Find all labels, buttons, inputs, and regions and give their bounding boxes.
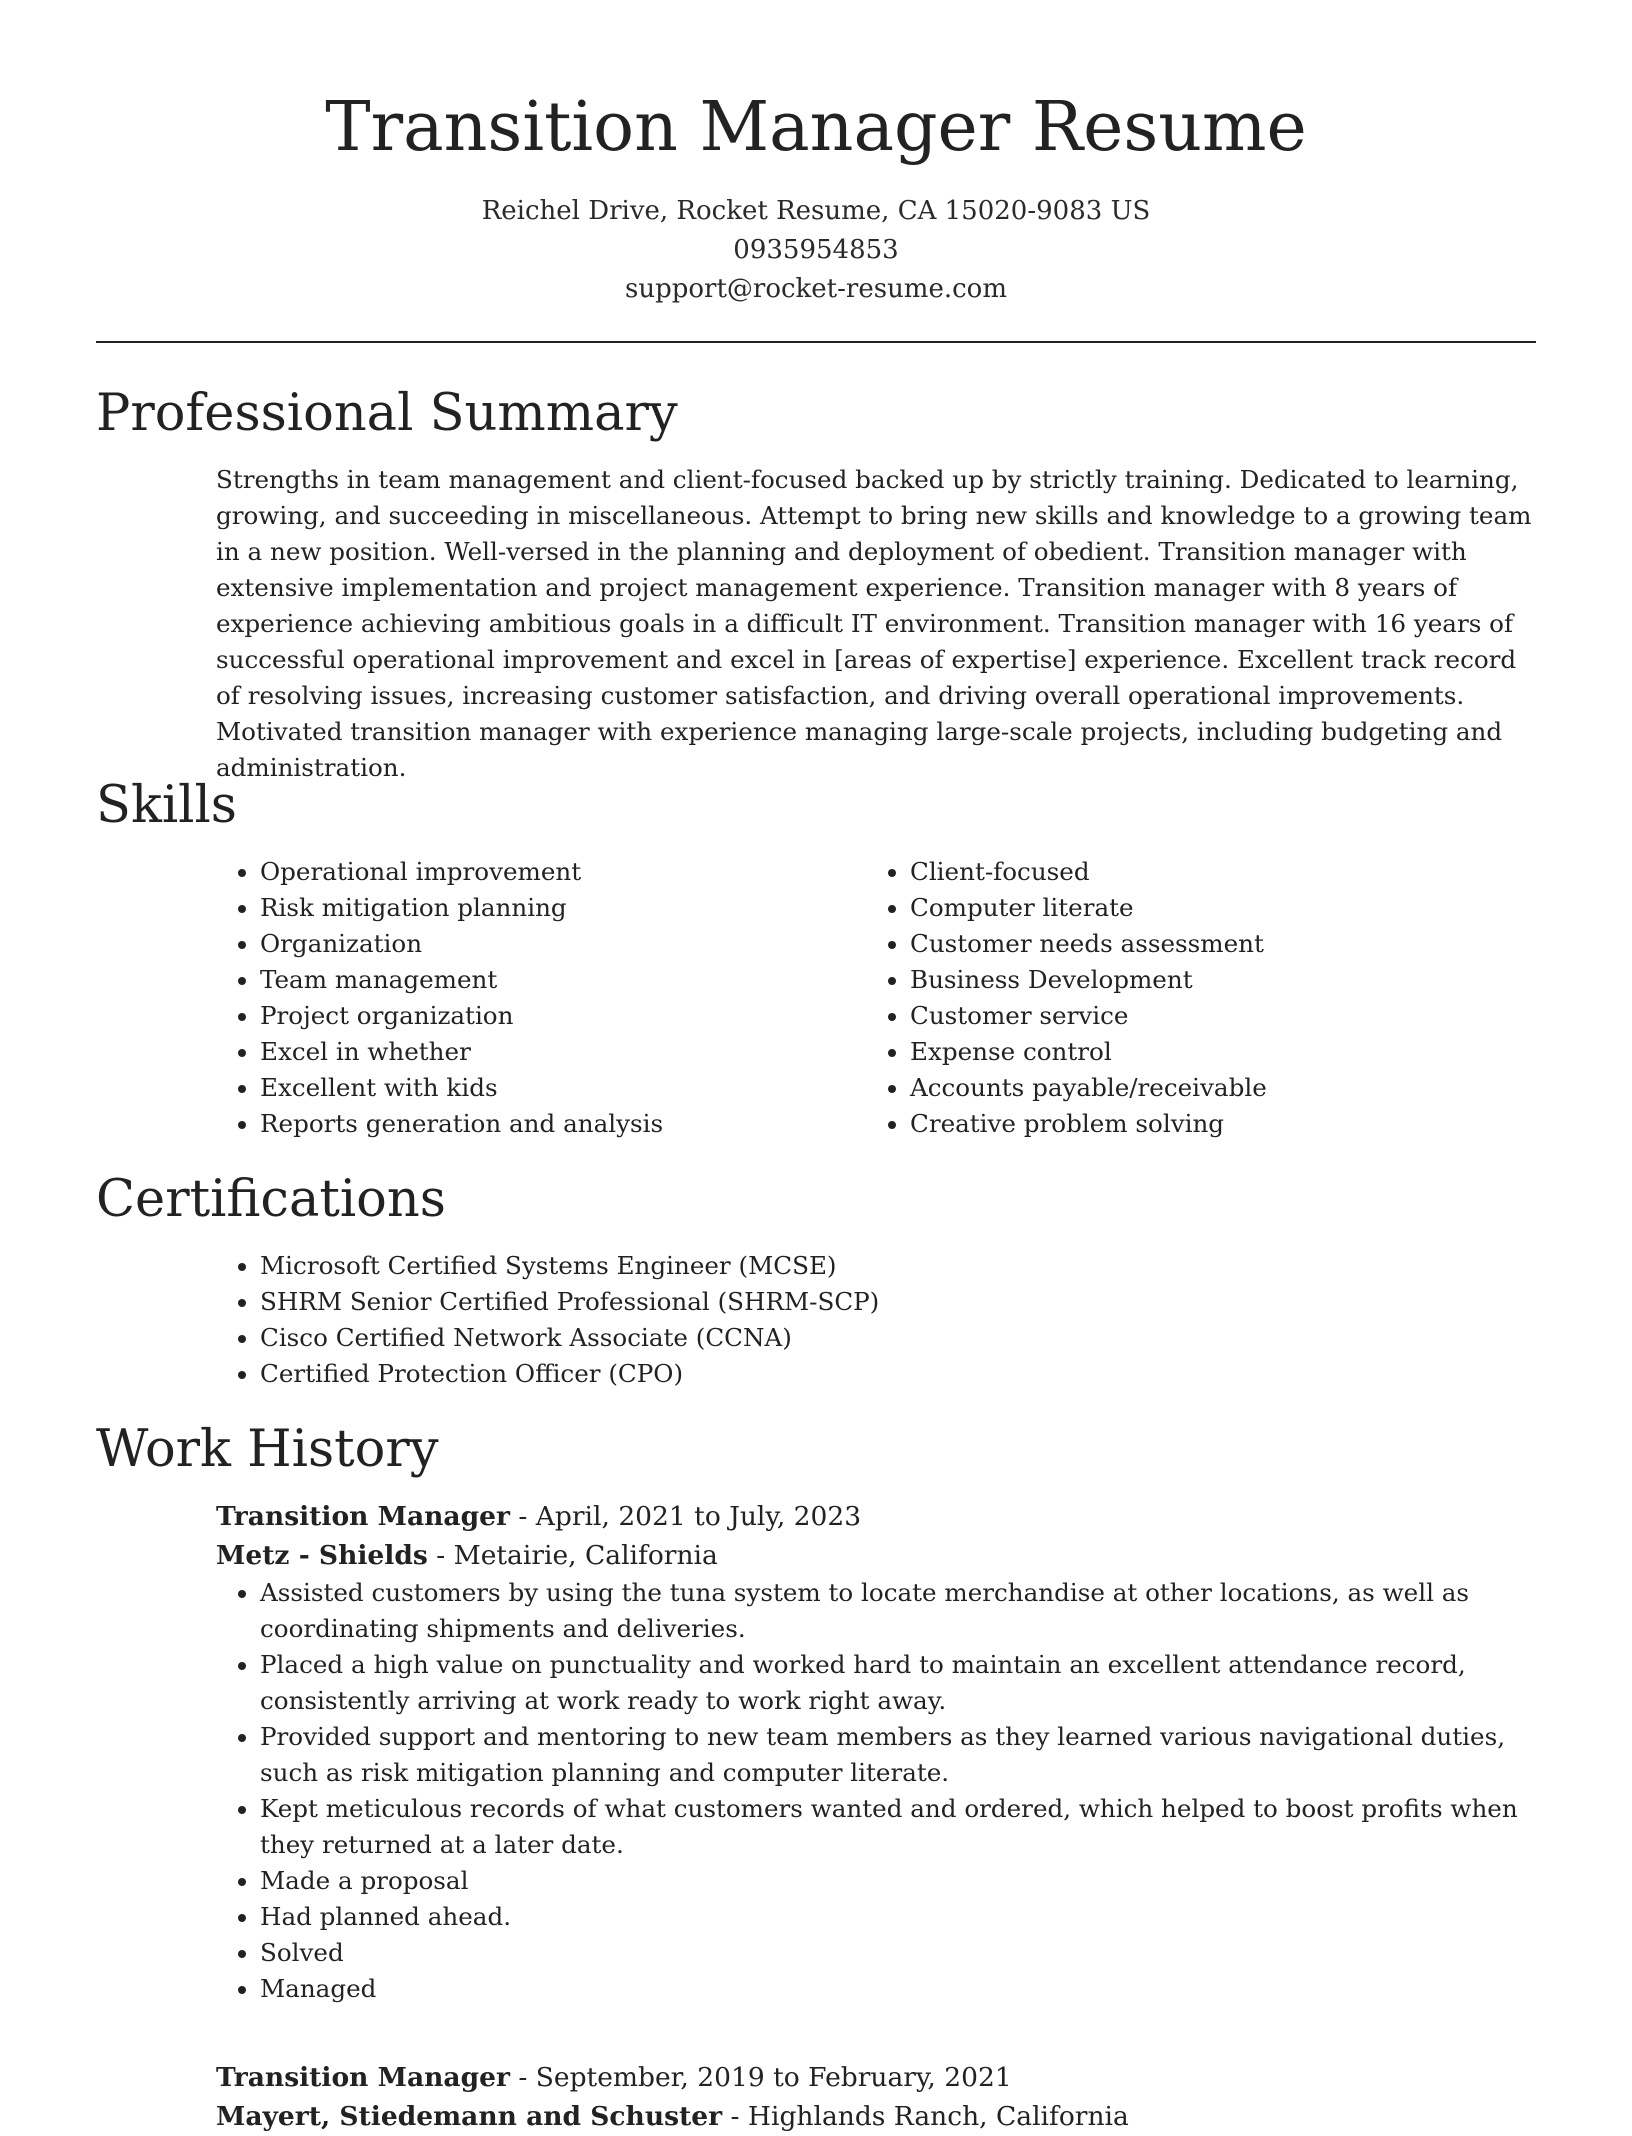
skill-item: • Business Development [910, 962, 1466, 998]
job-company: Metz - Shields [216, 1540, 428, 1571]
work-history-heading: Work History [96, 1420, 439, 1479]
job-company: Mayert, Stiedemann and Schuster [216, 2101, 723, 2132]
job-responsibilities [216, 1575, 1536, 2007]
resume-header [0, 0, 1632, 309]
contact-email: support@rocket-resume.com [624, 274, 1007, 304]
job-bullet: • Provided support and mentoring to new team members as they learned various navigational duties, such as risk mitigation planning and computer literate. [260, 1719, 1536, 1791]
certification-item: • Microsoft Certified Systems Engineer (MCSE) [260, 1248, 1536, 1284]
skill-item: • Client-focused [910, 854, 1466, 890]
contact-block [0, 192, 1632, 309]
job-bullet: • Kept meticulous records of what customers wanted and ordered, which helped to boost profits when they returned at a later date. [260, 1791, 1536, 1863]
skill-item: • Accounts payable/receivable [910, 1070, 1466, 1106]
contact-address: Reichel Drive, Rocket Resume, CA 15020-9083 US [481, 196, 1151, 226]
job-role: Transition Manager [216, 2062, 510, 2093]
job-entry [216, 1497, 1536, 2007]
job-location: - Highlands Ranch, California [722, 2101, 1129, 2132]
skill-item: • Risk mitigation planning [260, 890, 816, 926]
skill-item: • Organization [260, 926, 816, 962]
skill-item: • Computer literate [910, 890, 1466, 926]
job-dates: - September, 2019 to February, 2021 [509, 2062, 1012, 2093]
skill-item: • Project organization [260, 998, 816, 1034]
skill-item: • Team management [260, 962, 816, 998]
certification-item: • Certified Protection Officer (CPO) [260, 1356, 1536, 1392]
job-company-line [216, 1536, 1536, 1575]
skill-item: • Reports generation and analysis [260, 1106, 816, 1142]
job-bullet: • Placed a high value on punctuality and worked hard to maintain an excellent attendance record, consistently arriving at work ready to work right away. [260, 1647, 1536, 1719]
job-entry [216, 2058, 1536, 2136]
certification-item: • SHRM Senior Certified Professional (SHRM-SCP) [260, 1284, 1536, 1320]
skills-heading: Skills [96, 776, 237, 835]
skills-column-right [866, 854, 1466, 1142]
skill-item: • Operational improvement [260, 854, 816, 890]
summary-heading: Professional Summary [96, 384, 678, 443]
job-dates: - April, 2021 to July, 2023 [509, 1501, 862, 1532]
skill-item: • Creative problem solving [910, 1106, 1466, 1142]
skills-column-left [216, 854, 816, 1142]
job-bullet: • Had planned ahead. [260, 1899, 1536, 1935]
certification-item: • Cisco Certified Network Associate (CCNA) [260, 1320, 1536, 1356]
skill-item: • Expense control [910, 1034, 1466, 1070]
job-location: - Metairie, California [427, 1540, 718, 1571]
resume-title: Transition Manager Resume [325, 88, 1307, 167]
skill-item: • Excel in whether [260, 1034, 816, 1070]
summary-text: Strengths in team management and client-focused backed up by strictly training. Dedicated to learning, growing, and succeeding in miscellaneous. Attempt to bring new skills and knowledge to a growing team in a new position. Well-versed in the planning and deployment of obedient. Transition manager with extensive implementation and project management experience. Transition manager with 8 years of experience achieving ambitious goals in a difficult IT environment. Transition manager with 16 years of successful operational improvement and excel in [areas of expertise] experience. Excellent track record of resolving issues, increasing customer satisfaction, and driving overall operational improvements. Motivated transition manager with experience managing large-scale projects, including budgeting and administration. [216, 465, 1532, 782]
skill-item: • Customer service [910, 998, 1466, 1034]
job-title-line [216, 2058, 1536, 2097]
header-divider [96, 341, 1536, 343]
job-bullet: • Managed [260, 1971, 1536, 2007]
skill-item: • Customer needs assessment [910, 926, 1466, 962]
contact-phone: 0935954853 [733, 235, 899, 265]
job-company-line [216, 2097, 1536, 2136]
certifications-list [216, 1248, 1536, 1392]
job-bullet: • Made a proposal [260, 1863, 1536, 1899]
job-bullet: • Assisted customers by using the tuna system to locate merchandise at other locations, as well as coordinating shipments and deliveries. [260, 1575, 1536, 1647]
job-role: Transition Manager [216, 1501, 510, 1532]
skill-item: • Excellent with kids [260, 1070, 816, 1106]
job-bullet: • Solved [260, 1935, 1536, 1971]
certifications-heading: Certifications [96, 1170, 446, 1229]
job-title-line [216, 1497, 1536, 1536]
